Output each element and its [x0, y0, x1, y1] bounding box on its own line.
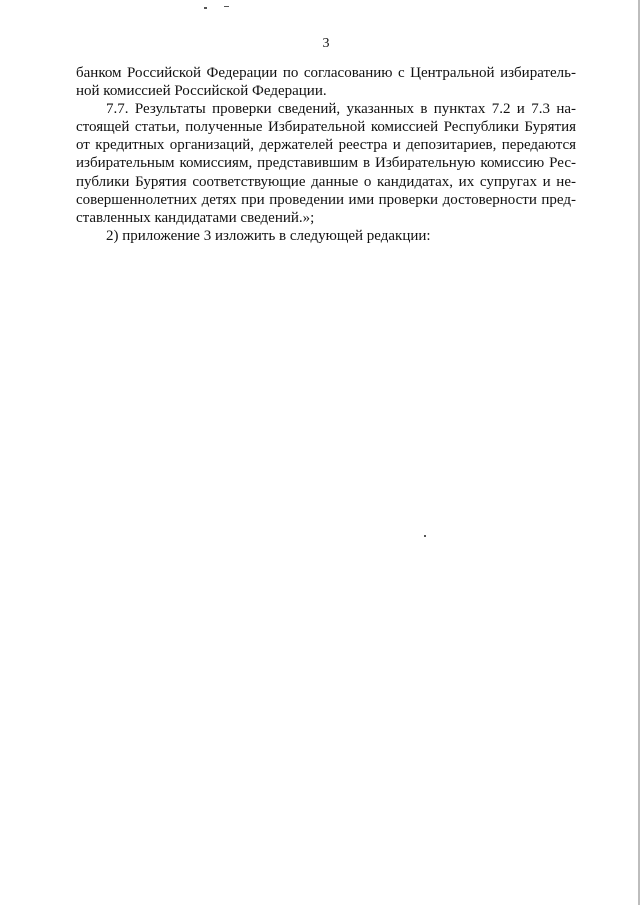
text-line: 2) приложение 3 изложить в следующей редакции: — [106, 227, 431, 244]
document-body — [76, 64, 576, 245]
text-line: банком Российской Федерации по согласованию с Центральной избиратель- — [76, 65, 576, 81]
paragraph-continuation — [76, 64, 576, 100]
text-line: совершеннолетних детях при проведении ими проверки достоверности пред- — [76, 191, 576, 208]
scan-speck — [424, 535, 426, 537]
text-line: ной комиссией Российской Федерации. — [76, 83, 327, 100]
text-line: ставленных кандидатами сведений.»; — [76, 209, 315, 226]
text-line: избирательным комиссиям, представившим в Избирательную комиссию Рес- — [76, 155, 576, 172]
paragraph-appendix-3 — [76, 227, 576, 245]
text-line: 7.7. Результаты проверки сведений, указанных в пунктах 7.2 и 7.3 на- — [106, 101, 576, 118]
text-line: от кредитных организаций, держателей реестра и депозитариев, передаются — [76, 137, 576, 154]
page-number: 3 — [322, 36, 330, 51]
text-line: стоящей статьи, полученные Избирательной комиссией Республики Бурятия — [76, 119, 576, 136]
paragraph-7-7 — [76, 100, 576, 227]
scan-speck — [224, 6, 229, 7]
text-line: публики Бурятия соответствующие данные о кандидатах, их супругах и не- — [76, 173, 576, 190]
scan-speck — [204, 7, 207, 9]
